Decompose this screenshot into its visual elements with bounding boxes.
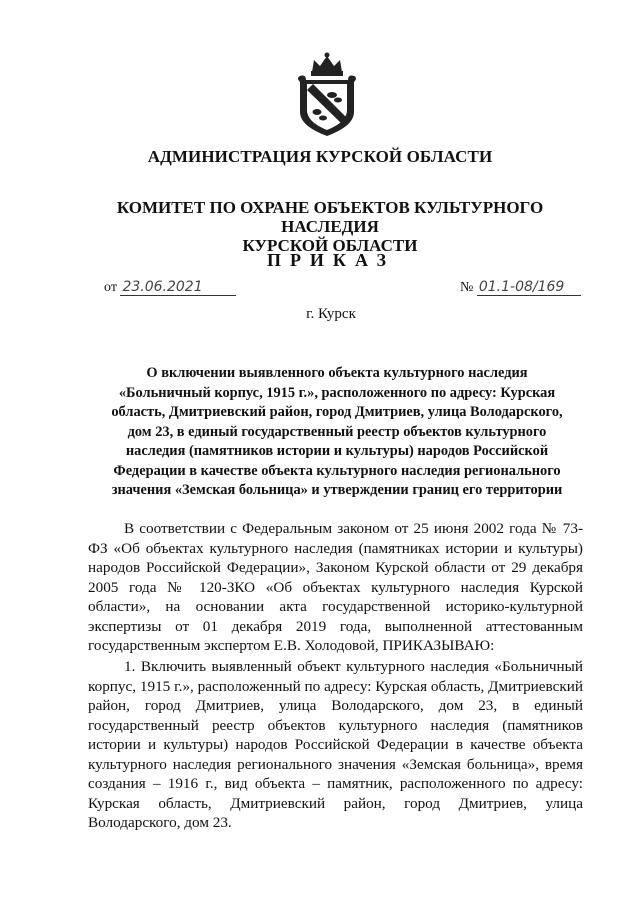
coat-of-arms-icon (292, 52, 362, 138)
committee-title-line1: КОМИТЕТ ПО ОХРАНЕ ОБЪЕКТОВ КУЛЬТУРНОГО НАСЛЕДИЯ (116, 198, 544, 236)
handwritten-date: 23.06.2021 (120, 280, 236, 296)
handwritten-number: 01.1-08/169 (477, 280, 581, 296)
committee-title-line2: КУРСКОЙ ОБЛАСТИ (242, 236, 418, 255)
number-prefix: № (460, 280, 474, 295)
city-label: г. Курск (306, 306, 356, 322)
document-type: ПРИКАЗ (266, 250, 396, 270)
order-date (104, 280, 236, 296)
administration-title: АДМИНИСТРАЦИЯ КУРСКОЙ ОБЛАСТИ (147, 147, 493, 166)
order-number (460, 280, 581, 296)
order-subject: О включении выявленного объекта культурного наследия «Больничный корпус, 1915 г.», расположенного по адресу: Курская область, Дмитриевский район, город Дмитриев, улица Володарского, дом 23, в единый государственный реестр объектов культурного наследия (памятников истории и культуры) народов Российской Федерации в качестве объекта культурного наследия регионального значения «Земская больница» и утверждении границ его территории (111, 365, 563, 498)
body-paragraph-item-1: 1. Включить выявленный объект культурного наследия «Больничный корпус, 1915 г.», расположенный по адресу: Курская область, Дмитриевский район, город Дмитриев, улица Володарского, дом 23, в единый государственный реестр объектов культурного наследия (памятников истории и культуры) народов Российской Федерации в качестве объекта культурного наследия регионального значения «Земская больница», время создания – 1916 г., вид объекта – памятник, расположенного по адресу: Курская область, Дмитриевский район, город Дмитриев, улица Володарского, дом 23. (88, 658, 583, 831)
date-prefix: от (104, 280, 117, 295)
body-paragraph-preamble: В соответствии с Федеральным законом от 25 июня 2002 года № 73-ФЗ «Об объектах культурного наследия (памятниках истории и культуры) народов Российской Федерации», Законом Курской области от 29 декабря 2005 года № 120-ЗКО «Об объектах культурного наследия Курской области», на основании акта государственной историко-культурной экспертизы от 01 декабря 2019 года, выполненной аттестованным государственным экспертом Е.В. Холодовой, ПРИКАЗЫВАЮ: (88, 520, 583, 654)
committee-title (80, 198, 580, 255)
